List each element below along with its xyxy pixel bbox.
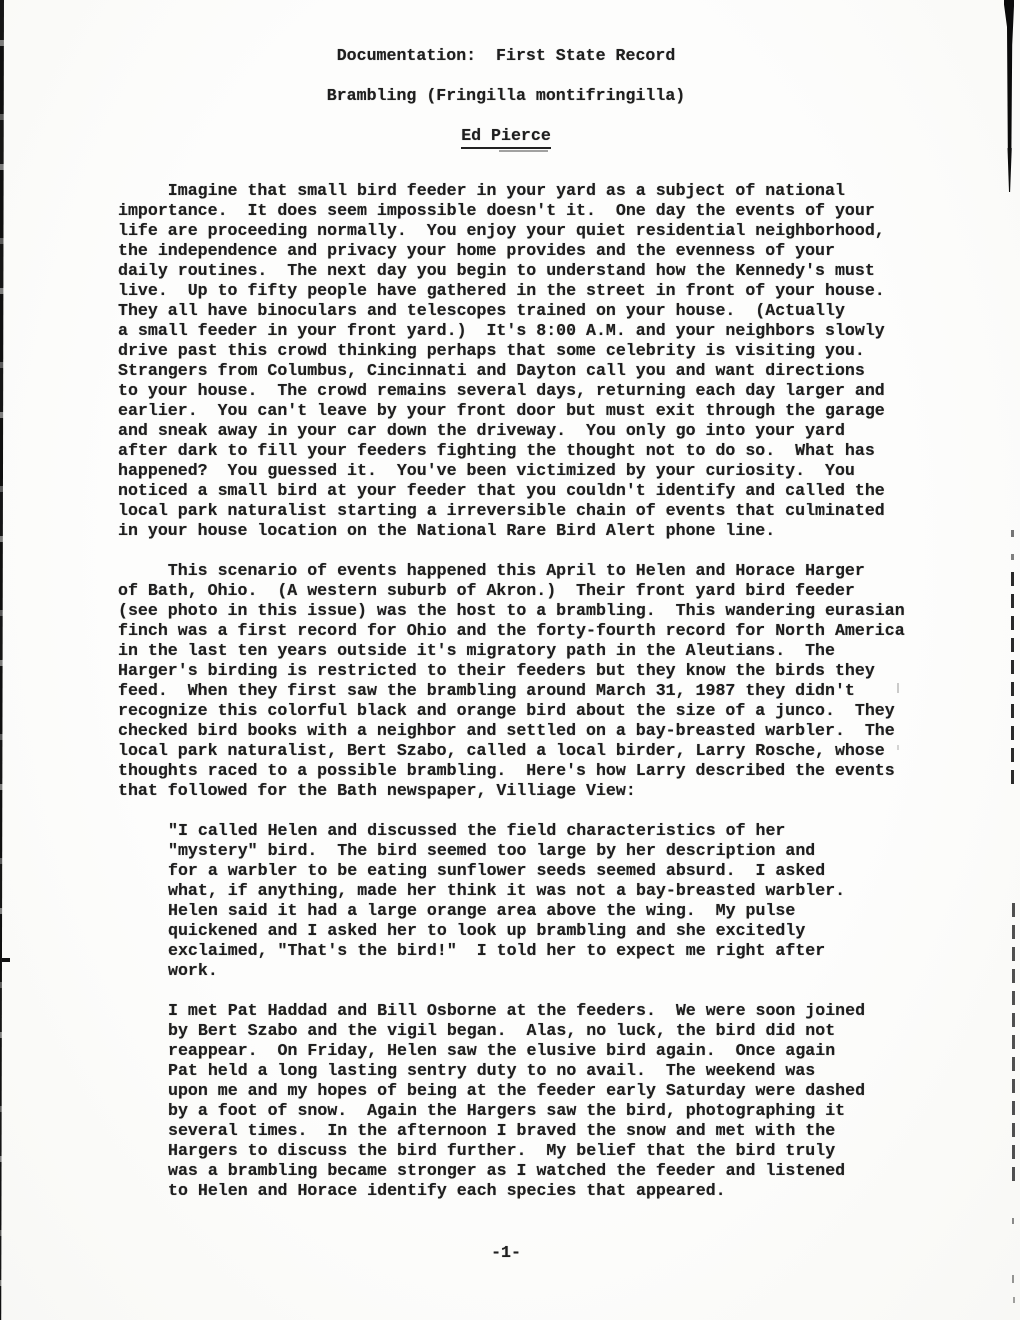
document-subtitle: Brambling (Fringilla montifringilla) <box>326 86 686 105</box>
text-line: "I called Helen and discussed the field characteristics of her <box>168 821 786 840</box>
text-line: a small feeder in your front yard.) It's 8:00 A.M. and your neighbors slowly <box>118 321 885 340</box>
text-line: thoughts raced to a possible brambling. Here's how Larry described the events <box>118 761 895 780</box>
text-line: in your house location on the National Rare Bird Alert phone line. <box>118 521 776 540</box>
text-line: "mystery" bird. The bird seemed too large by her description and <box>168 841 816 860</box>
scan-artifact-right-tick <box>1011 530 1014 537</box>
text-line: (see photo in this issue) was the host to a brambling. This wandering eurasian <box>118 601 905 620</box>
text-line: Imagine that small bird feeder in your yard as a subject of national <box>118 181 845 200</box>
document-author: Ed Pierce <box>461 126 551 149</box>
text-line: for a warbler to be eating sunflower seeds seemed absurd. I asked <box>168 861 826 880</box>
text-line: exclaimed, "That's the bird!" I told her to expect me right after <box>168 941 826 960</box>
text-line: live. Up to fifty people have gathered in the street in front of your house. <box>118 281 885 300</box>
text-line: of Bath, Ohio. (A western suburb of Akron.) Their front yard bird feeder <box>118 581 855 600</box>
author-line <box>0 126 1012 146</box>
text-line: They all have binoculars and telescopes trained on your house. (Actually <box>118 301 845 320</box>
text-line: was a brambling became stronger as I watched the feeder and listened <box>168 1161 846 1180</box>
text-line: life are proceeding normally. You enjoy your quiet residential neighborhood, <box>118 221 885 240</box>
document-footer <box>0 1243 1012 1263</box>
scan-artifact-right-tick <box>1012 1275 1014 1283</box>
text-line: This scenario of events happened this April to Helen and Horace Harger <box>118 561 865 580</box>
document-body <box>118 181 918 1221</box>
text-line: checked bird books with a neighbor and settled on a bay-breasted warbler. The <box>118 721 895 740</box>
document-header <box>0 46 1012 166</box>
paragraph <box>118 561 918 801</box>
text-line: by Bert Szabo and the vigil began. Alas, no luck, the bird did not <box>168 1021 836 1040</box>
text-line: reappear. On Friday, Helen saw the elusive bird again. Once again <box>168 1041 836 1060</box>
text-line: feed. When they first saw the brambling around March 31, 1987 they didn't <box>118 681 855 700</box>
document-title: Documentation: First State Record <box>336 46 676 65</box>
text-line: Helen said it had a large orange area above the wing. My pulse <box>168 901 796 920</box>
text-line: the independence and privacy your home provides and the evenness of your <box>118 241 835 260</box>
text-line: work. <box>168 961 218 980</box>
scan-artifact-right-tick <box>1011 554 1014 560</box>
paragraph <box>118 181 918 541</box>
text-line: happened? You guessed it. You've been victimized by your curiosity. You <box>118 461 855 480</box>
text-line: daily routines. The next day you begin to understand how the Kennedy's must <box>118 261 875 280</box>
scan-artifact-right-dashed-line-lower <box>1012 903 1015 1185</box>
text-line: and sneak away in your car down the driveway. You only go into your yard <box>118 421 845 440</box>
text-line: that followed for the Bath newspaper, Villiage View: <box>118 781 636 800</box>
text-line: Hargers to discuss the bird further. My belief that the bird truly <box>168 1141 836 1160</box>
scan-artifact-left-tick <box>2 958 10 962</box>
text-line: by a foot of snow. Again the Hargers saw the bird, photographing it <box>168 1101 846 1120</box>
text-line: Harger's birding is restricted to their feeders but they know the birds they <box>118 661 875 680</box>
text-line: what, if anything, made her think it was not a bay-breasted warbler. <box>168 881 846 900</box>
text-line: quickened and I asked her to look up brambling and she excitedly <box>168 921 806 940</box>
text-line: recognize this colorful black and orange bird about the size of a junco. They <box>118 701 895 720</box>
scan-artifact-right-tick <box>1013 1297 1015 1303</box>
text-line: noticed a small bird at your feeder that you couldn't identify and called the <box>118 481 885 500</box>
text-line: in the last ten years outside it's migratory path in the Aleutians. The <box>118 641 835 660</box>
quoted-paragraph <box>168 1001 918 1201</box>
page-number: -1- <box>491 1243 521 1262</box>
text-line: several times. In the afternoon I braved the snow and met with the <box>168 1121 836 1140</box>
text-line: earlier. You can't leave by your front door but must exit through the garage <box>118 401 885 420</box>
text-line: after dark to fill your feeders fighting the thought not to do so. What has <box>118 441 875 460</box>
text-line: Pat held a long lasting sentry duty to no avail. The weekend was <box>168 1061 816 1080</box>
quoted-paragraph <box>168 821 918 981</box>
text-line: Strangers from Columbus, Cincinnati and Dayton call you and want directions <box>118 361 865 380</box>
text-line: local park naturalist starting a irreversible chain of events that culminated <box>118 501 885 520</box>
text-line: to your house. The crowd remains several days, returning each day larger and <box>118 381 885 400</box>
text-line: I met Pat Haddad and Bill Osborne at the feeders. We were soon joined <box>168 1001 866 1020</box>
text-line: finch was a first record for Ohio and the forty-fourth record for North America <box>118 621 905 640</box>
scan-artifact-right-tick <box>1012 1218 1014 1224</box>
scan-artifact-left-edge-line <box>0 0 3 1320</box>
text-line: importance. It does seem impossible doesn't it. One day the events of your <box>118 201 875 220</box>
text-line: local park naturalist, Bert Szabo, called a local birder, Larry Rosche, whose <box>118 741 885 760</box>
text-line: to Helen and Horace identify each species that appeared. <box>168 1181 726 1200</box>
scan-artifact-right-dashed-line-upper <box>1011 572 1014 788</box>
text-line: upon me and my hopes of being at the feeder early Saturday were dashed <box>168 1081 866 1100</box>
text-line: drive past this crowd thinking perhaps that some celebrity is visiting you. <box>118 341 865 360</box>
